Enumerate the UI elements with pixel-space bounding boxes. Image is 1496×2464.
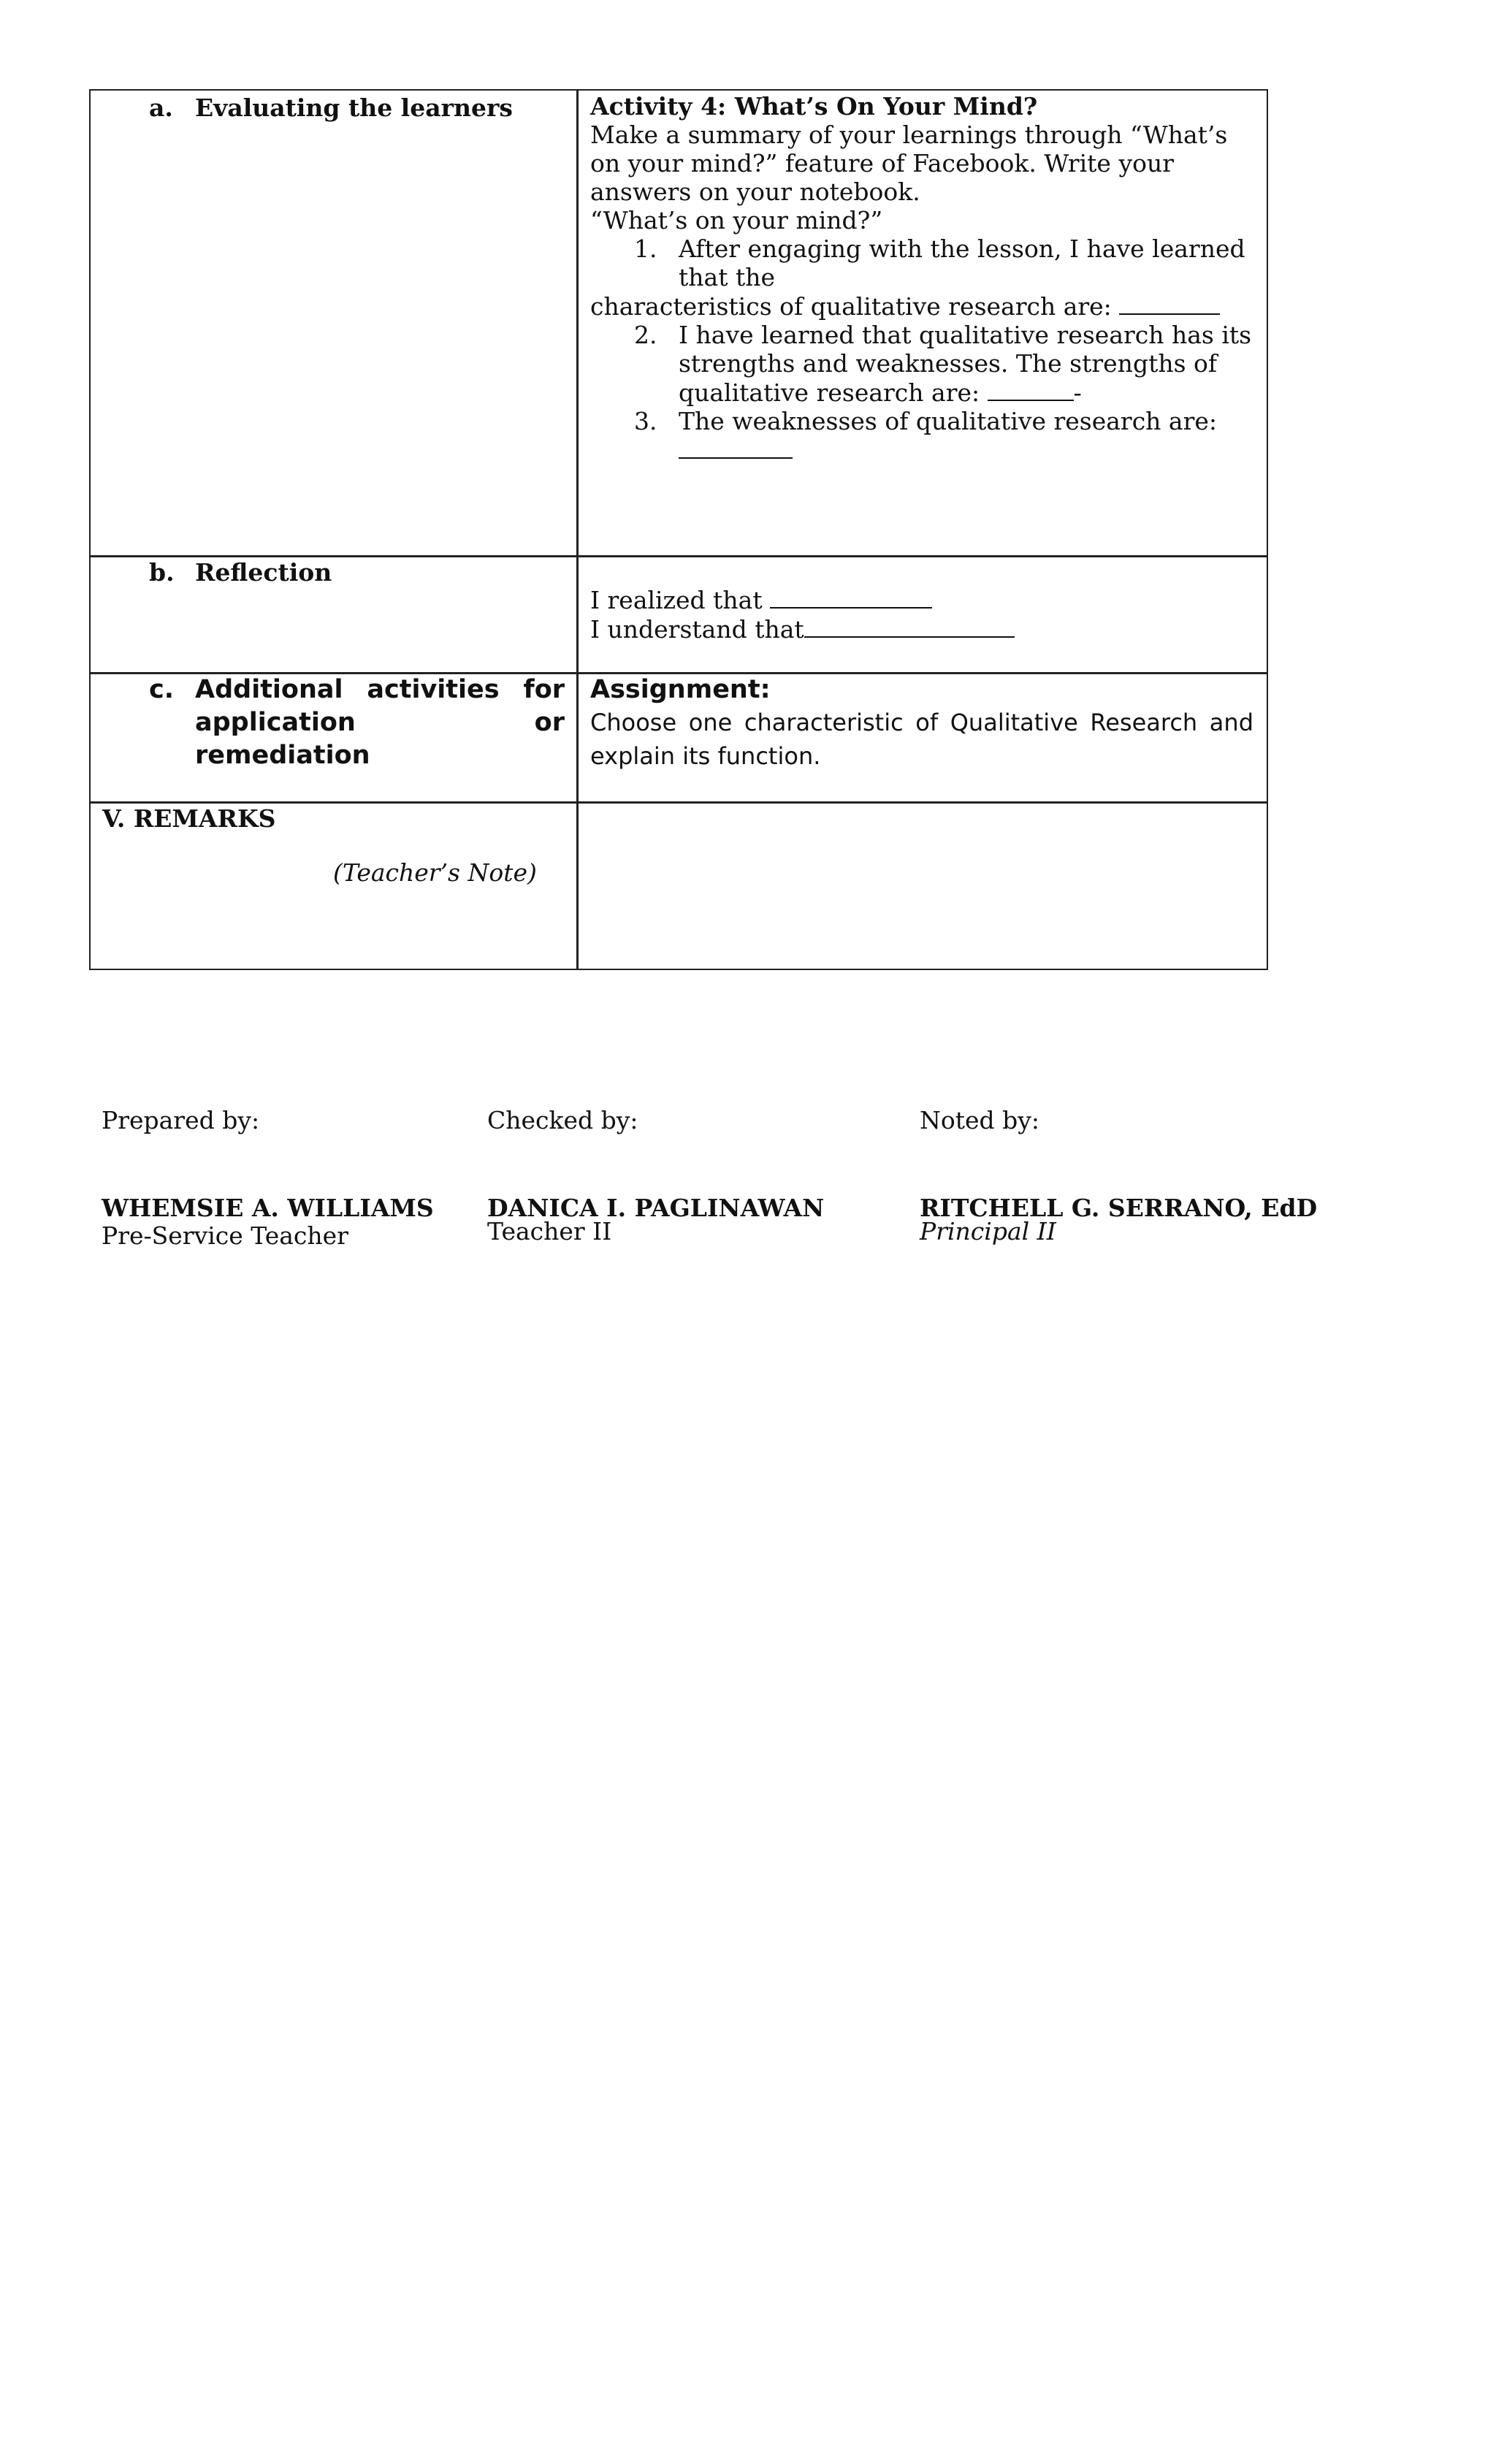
signature-role: Noted by: [920,1106,1040,1134]
additional-label-line-1: Additional activities for [195,675,565,704]
signature-title: Principal II [920,1217,1056,1246]
remarks-label-cell [91,803,576,969]
question-number: 1. [634,234,657,263]
activity-question-list-cont [590,321,1253,465]
signature-title: Pre-Service Teacher [102,1221,348,1250]
signature-name: DANICA I. PAGLINAWAN [487,1194,825,1222]
question-text: strengths and weaknesses. The strengths of [679,349,1218,378]
reflection-line-2 [590,614,1253,644]
question-text: After engaging with the lesson, I have learned [679,234,1245,263]
question-item-2 [590,321,1253,407]
reflection-label-cell [91,557,576,672]
remarks-content-cell [579,803,1267,969]
question-text-with-blank [679,378,1253,407]
reflection-content-cell [579,557,1267,672]
reflection-label-text: Reflection [195,558,332,587]
answer-blank[interactable] [1119,291,1220,315]
reflection-letter: b. [149,558,175,587]
assignment-text: Choose one characteristic of Qualitative Research and explain its function. [590,709,1253,770]
evaluating-letter: a. [149,94,173,122]
answer-blank[interactable] [804,614,1015,638]
question-number: 2. [634,321,657,349]
evaluating-content-cell [579,91,1267,555]
answer-blank[interactable] [770,585,932,609]
signature-name: RITCHELL G. SERRANO, EdD [920,1194,1318,1222]
additional-letter: c. [149,675,175,704]
activity-instruction-line-1: Make a summary of your learnings through “What’s [590,121,1228,149]
signature-name: WHEMSIE A. WILLIAMS [102,1194,434,1222]
additional-content-cell [579,674,1267,801]
answer-blank[interactable] [679,435,793,459]
reflection-text: I realized that [590,586,771,614]
answer-blank[interactable] [988,378,1074,401]
question-text: that the [679,263,775,291]
question-number: 3. [634,407,657,435]
signature-role: Prepared by: [102,1106,260,1134]
question-text: characteristics of qualitative research are: [590,292,1120,321]
signature-checked [487,1105,824,1248]
activity-prompt: “What’s on your mind?” [590,206,883,234]
question-text: qualitative research are: [679,378,988,407]
activity-question-list [590,234,1253,291]
question-item-1 [590,234,1253,291]
assignment-title: Assignment: [590,675,771,704]
lesson-plan-table [89,89,1268,970]
remarks-label: V. REMARKS [102,804,276,833]
evaluating-label-text: Evaluating the learners [195,94,513,122]
reflection-label [105,557,565,588]
evaluating-label [105,92,565,123]
additional-label-line-2: application or remediation [195,708,565,770]
additional-label [105,674,565,772]
signature-prepared [102,1105,434,1252]
activity-instruction-line-2: on your mind?” feature of Facebook. Write your [590,149,1174,178]
additional-label-cell [91,674,576,801]
reflection-line-1 [590,585,1253,614]
question-text: The weaknesses of qualitative research are: [679,407,1218,435]
activity-instruction-line-3: answers on your notebook. [590,178,920,206]
evaluating-label-cell [91,91,576,555]
signature-title: Teacher II [487,1217,612,1246]
activity-title: Activity 4: What’s On Your Mind? [590,92,1038,121]
dash: - [1073,378,1082,407]
question-1-continuation [590,291,1253,321]
teachers-note: (Teacher’s Note) [333,858,537,887]
question-item-3 [590,407,1253,465]
reflection-text: I understand that [590,615,804,644]
question-text: I have learned that qualitative research has its [679,321,1252,349]
signature-role: Checked by: [487,1106,638,1134]
signature-noted [920,1105,1317,1248]
